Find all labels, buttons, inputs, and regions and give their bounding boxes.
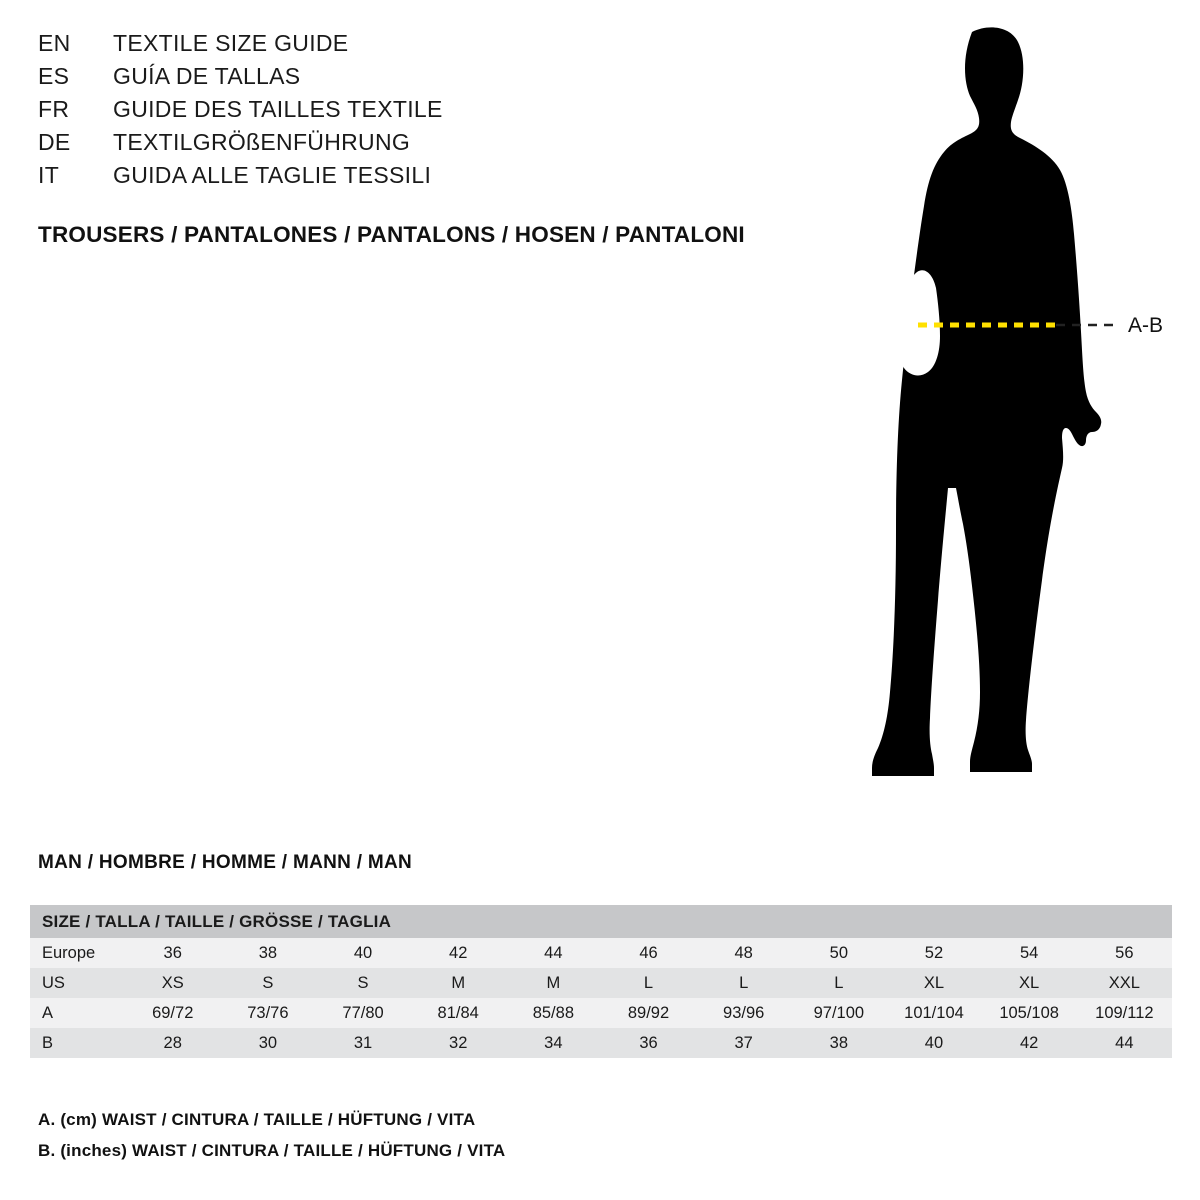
language-code-fr: FR [38, 96, 70, 122]
language-code-es: ES [38, 63, 70, 89]
cell-b-4: 34 [506, 1028, 601, 1058]
cell-europe-2: 40 [315, 938, 410, 968]
cell-us-6: L [696, 968, 791, 998]
cell-us-0: XS [125, 968, 220, 998]
language-row-it [38, 162, 798, 195]
cell-europe-6: 48 [696, 938, 791, 968]
cell-europe-10: 56 [1077, 938, 1172, 968]
cell-europe-9: 54 [982, 938, 1077, 968]
cell-us-8: XL [886, 968, 981, 998]
cell-b-8: 40 [886, 1028, 981, 1058]
cell-europe-0: 36 [125, 938, 220, 968]
row-label-europe: Europe [30, 938, 125, 968]
language-text-fr: GUIDE DES TAILLES TEXTILE [113, 96, 443, 122]
cell-a-3: 81/84 [411, 998, 506, 1028]
cell-a-5: 89/92 [601, 998, 696, 1028]
cell-b-9: 42 [982, 1028, 1077, 1058]
language-title-list [38, 30, 798, 195]
cell-b-5: 36 [601, 1028, 696, 1058]
cell-europe-7: 50 [791, 938, 886, 968]
cell-us-7: L [791, 968, 886, 998]
cell-us-9: XL [982, 968, 1077, 998]
measure-label-ab: A-B [1128, 314, 1164, 337]
table-row-a [30, 998, 1172, 1028]
cell-us-5: L [601, 968, 696, 998]
cell-us-1: S [220, 968, 315, 998]
cell-b-2: 31 [315, 1028, 410, 1058]
cell-a-8: 101/104 [886, 998, 981, 1028]
row-label-b: B [30, 1028, 125, 1058]
cell-a-0: 69/72 [125, 998, 220, 1028]
figure-illustration [820, 20, 1180, 800]
cell-b-3: 32 [411, 1028, 506, 1058]
cell-b-10: 44 [1077, 1028, 1172, 1058]
language-text-it: GUIDA ALLE TAGLIE TESSILI [113, 162, 432, 188]
table-header-label: SIZE / TALLA / TAILLE / GRÖSSE / TAGLIA [30, 905, 1172, 938]
language-code-de: DE [38, 129, 71, 155]
language-row-de [38, 129, 798, 162]
cell-europe-8: 52 [886, 938, 981, 968]
cell-a-10: 109/112 [1077, 998, 1172, 1028]
table-row-europe [30, 938, 1172, 968]
cell-a-1: 73/76 [220, 998, 315, 1028]
cell-us-10: XXL [1077, 968, 1172, 998]
cell-b-6: 37 [696, 1028, 791, 1058]
table-section-label: MAN / HOMBRE / HOMME / MANN / MAN [38, 852, 413, 873]
language-text-de: TEXTILGRÖßENFÜHRUNG [113, 129, 411, 155]
cell-europe-4: 44 [506, 938, 601, 968]
language-text-en: TEXTILE SIZE GUIDE [113, 30, 349, 56]
language-row-en [38, 30, 798, 63]
cell-a-7: 97/100 [791, 998, 886, 1028]
cell-us-3: M [411, 968, 506, 998]
cell-europe-3: 42 [411, 938, 506, 968]
footnote-list [38, 1110, 505, 1172]
language-code-en: EN [38, 30, 71, 56]
language-row-fr [38, 96, 798, 129]
cell-a-9: 105/108 [982, 998, 1077, 1028]
cell-us-2: S [315, 968, 410, 998]
cell-b-7: 38 [791, 1028, 886, 1058]
language-row-es [38, 63, 798, 96]
size-table [30, 905, 1172, 1058]
cell-a-4: 85/88 [506, 998, 601, 1028]
row-label-us: US [30, 968, 125, 998]
cell-europe-1: 38 [220, 938, 315, 968]
language-code-it: IT [38, 162, 60, 188]
language-text-es: GUÍA DE TALLAS [113, 63, 301, 89]
footnote-a: A. (cm) WAIST / CINTURA / TAILLE / HÜFTUNG / VITA [38, 1110, 476, 1129]
row-label-a: A [30, 998, 125, 1028]
cell-europe-5: 46 [601, 938, 696, 968]
table-row-b [30, 1028, 1172, 1058]
cell-a-6: 93/96 [696, 998, 791, 1028]
footnote-b: B. (inches) WAIST / CINTURA / TAILLE / HÜFTUNG / VITA [38, 1141, 506, 1160]
cell-us-4: M [506, 968, 601, 998]
cell-b-1: 30 [220, 1028, 315, 1058]
man-silhouette-icon [872, 27, 1101, 776]
table-header-row [30, 905, 1172, 938]
table-row-us [30, 968, 1172, 998]
cell-a-2: 77/80 [315, 998, 410, 1028]
cell-b-0: 28 [125, 1028, 220, 1058]
garment-type-title: TROUSERS / PANTALONES / PANTALONS / HOSEN / PANTALONI [38, 222, 745, 247]
